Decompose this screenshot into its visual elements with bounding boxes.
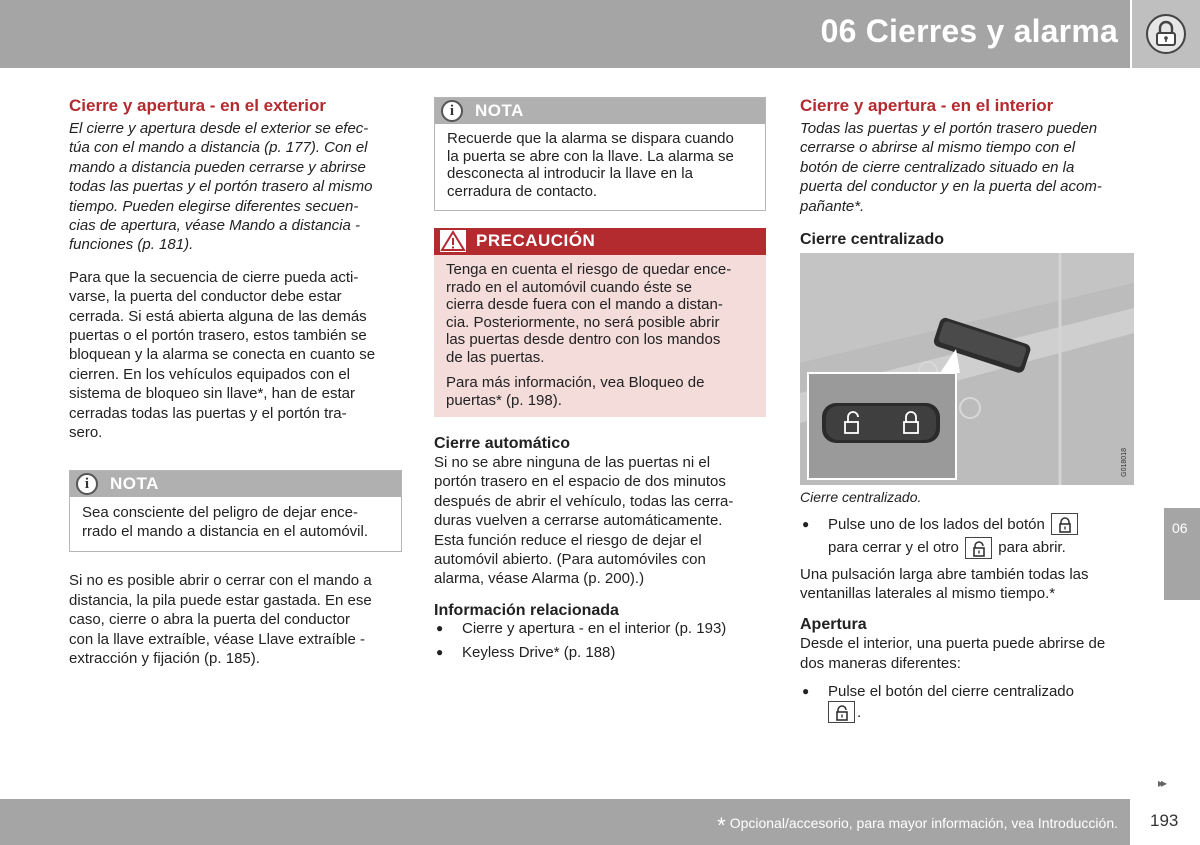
body-line: Desde el interior, una puerta puede abrirse de [800, 635, 1106, 653]
column-left [69, 96, 402, 668]
body-line: después de abrir el vehículo, todas las cerra- [434, 492, 734, 510]
chapter-title: 06 Cierres y alarma [820, 13, 1118, 49]
subsection-heading: Apertura [800, 616, 867, 634]
body-line: Esta función reduce el riesgo de dejar el [434, 531, 702, 549]
caution-line: rrado en el automóvil cuando éste se [446, 278, 692, 296]
body-line: con la llave extraíble, véase Llave extraíble - [69, 630, 365, 648]
lock-closed-icon [1051, 513, 1078, 535]
instruction-text: . [857, 704, 862, 722]
body-line: distancia, la pila puede estar gastada. En ese [69, 591, 372, 609]
caution-line: de las puertas. [446, 348, 545, 366]
caution-header [434, 228, 766, 255]
intro-line: cias de apertura, véase Mando a distancia - [69, 217, 360, 235]
intro-line: tiempo. Pueden elegirse diferentes secuen- [69, 197, 359, 215]
body-line: Si no se abre ninguna de las puertas ni el [434, 454, 711, 471]
instruction-list [800, 513, 1134, 559]
caution-line: cierra desde fuera con el mando a distan- [446, 296, 723, 313]
subsection-heading: Cierre automático [434, 435, 571, 452]
figure-caption: Cierre centralizado. [800, 489, 922, 506]
chapter-icon-box [1132, 0, 1200, 68]
instruction-text: para abrir. [998, 539, 1066, 557]
body-line: varse, la puerta del conductor debe estar [69, 288, 342, 306]
note-line: la puerta se abre con la llave. La alarma se [447, 147, 734, 165]
body-line: cerrada. Si está abierta alguna de las demás [69, 307, 367, 325]
note-body [435, 124, 765, 210]
caution-label: PRECAUCIÓN [476, 231, 596, 250]
caution-line: puertas* (p. 198). [446, 391, 562, 409]
info-icon: i [441, 100, 463, 122]
note-line: Recuerde que la alarma se dispara cuando [447, 130, 734, 147]
related-link[interactable]: ● Keyless Drive* (p. 188) [434, 643, 766, 662]
instruction-item [800, 513, 1134, 559]
body-line: caso, cierre o abra la puerta del conductor [69, 611, 350, 629]
caution-line: Para más información, vea Bloqueo de [446, 374, 705, 391]
body-line: cierren. En los vehículos equipados con el [69, 365, 351, 383]
subsection-heading: Información relacionada [434, 601, 619, 619]
body-line: Si no es posible abrir o cerrar con el mando a [69, 572, 372, 590]
column-middle [434, 97, 766, 663]
lock-open-icon [965, 537, 992, 559]
body-line: cerradas todas las puertas y el portón tra- [69, 404, 347, 422]
lock-open-icon [828, 701, 855, 723]
instruction-list [800, 681, 1134, 724]
intro-line: botón de cierre centralizado situado en la [800, 158, 1075, 176]
chapter-tab[interactable] [1164, 508, 1200, 600]
body-line: puertas o el portón trasero, estos también se [69, 327, 367, 345]
related-link[interactable]: ● Cierre y apertura - en el interior (p. 193) [434, 619, 766, 638]
note-box [69, 470, 402, 553]
caution-body [434, 255, 766, 417]
caution-line: cia. Posteriormente, no será posible abrir [446, 313, 720, 331]
section-heading: Cierre y apertura - en el interior [800, 96, 1054, 115]
footer-asterisk: * [717, 813, 726, 838]
note-line: Sea consciente del peligro de dejar ence- [82, 503, 359, 521]
column-right [800, 96, 1134, 724]
note-box [434, 97, 766, 211]
instruction-item [800, 681, 1134, 724]
body-line: Para que la secuencia de cierre pueda acti- [69, 268, 359, 286]
note-line: desconecta al introducir la llave en la [447, 165, 693, 182]
subsection-heading: Cierre centralizado [800, 231, 945, 249]
body-line: automóvil abierto. (Para automóviles con [434, 551, 706, 569]
figure-code: G018018 [1121, 448, 1128, 478]
body-line: sistema de bloqueo sin llave*, han de estar [69, 385, 356, 403]
door-panel-illustration [800, 253, 1134, 485]
footer-note [717, 813, 1118, 839]
note-body [70, 497, 401, 552]
warning-icon [440, 230, 466, 252]
page-number-box [1132, 799, 1200, 845]
intro-line: todas las puertas y el portón trasero al mismo [69, 178, 373, 196]
body-line: bloquean y la alarma se conecta en cuanto se [69, 346, 376, 364]
caution-line: las puertas desde dentro con los mandos [446, 331, 721, 348]
page-number: 193 [1150, 811, 1179, 830]
instruction-text: para cerrar y el otro [828, 539, 959, 557]
related-list [434, 619, 766, 663]
note-header [70, 471, 401, 497]
body-line: dos maneras diferentes: [800, 654, 961, 672]
note-label: NOTA [475, 101, 524, 120]
intro-line: funciones (p. 181). [69, 236, 194, 254]
body-line: Una pulsación larga abre también todas las [800, 565, 1089, 583]
footer-note-text: Opcional/accesorio, para mayor información, vea Introducción. [729, 815, 1118, 831]
intro-line: cerrarse o abrirse al mismo tiempo con el [800, 139, 1076, 157]
info-icon: i [76, 473, 98, 495]
page-header [0, 0, 1130, 68]
caution-line: Tenga en cuenta el riesgo de quedar ence- [446, 261, 732, 278]
page-footer [0, 799, 1130, 845]
body-line: portón trasero en el espacio de dos minutos [434, 473, 726, 491]
note-line: rrado el mando a distancia en el automóvil. [82, 522, 368, 540]
section-heading: Cierre y apertura - en el exterior [69, 96, 327, 115]
intro-line: El cierre y apertura desde el exterior se efec- [69, 120, 369, 137]
note-header [435, 98, 765, 124]
chapter-tab-label: 06 [1172, 520, 1188, 536]
intro-line: pañante*. [800, 197, 865, 215]
note-label: NOTA [110, 473, 159, 493]
body-line: duras vuelven a cerrarse automáticamente. [434, 512, 723, 530]
body-line: alarma, véase Alarma (p. 200).) [434, 570, 645, 588]
body-line: sero. [69, 424, 103, 442]
intro-line: Todas las puertas y el portón trasero pueden [800, 120, 1098, 137]
next-page-arrow-icon[interactable]: ▸▸ [1158, 776, 1165, 790]
instruction-text: Pulse uno de los lados del botón [828, 516, 1045, 534]
intro-line: mando a distancia pueden cerrarse y abrirse [69, 158, 366, 176]
intro-line: puerta del conductor y en la puerta del acom- [800, 178, 1102, 196]
caution-box [434, 228, 766, 417]
body-line: extracción y fijación (p. 185). [69, 649, 260, 667]
intro-line: túa con el mando a distancia (p. 177). Con el [69, 139, 368, 157]
instruction-text: Pulse el botón del cierre centralizado [828, 683, 1074, 701]
note-line: cerradura de contacto. [447, 182, 598, 200]
central-lock-figure [800, 253, 1134, 485]
padlock-icon [1146, 14, 1186, 54]
body-line: ventanillas laterales al mismo tiempo.* [800, 584, 1056, 602]
